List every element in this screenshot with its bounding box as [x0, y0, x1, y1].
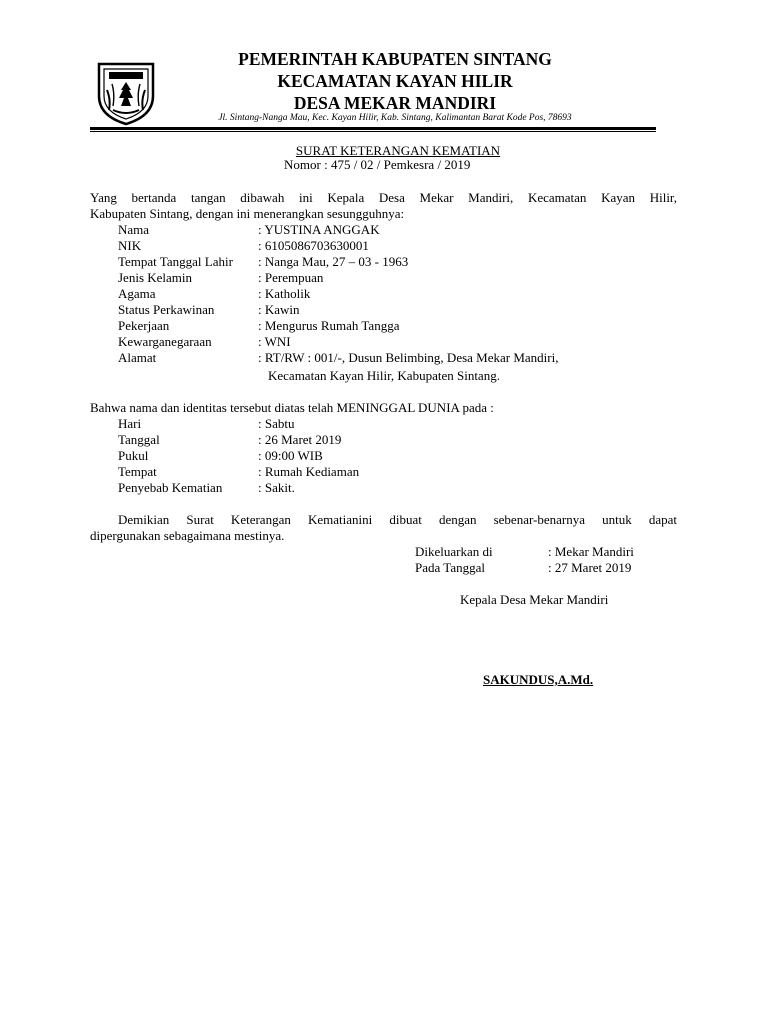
death-label: Pukul: [118, 448, 149, 463]
identity-value: : RT/RW : 001/-, Dusun Belimbing, Desa Mekar Mandiri,: [258, 350, 559, 365]
closing-line-2: dipergunakan sebagaimana mestinya.: [90, 528, 285, 543]
identity-value: : Mengurus Rumah Tangga: [258, 318, 400, 333]
letterhead-village: DESA MEKAR MANDIRI: [293, 93, 497, 113]
identity-value: : YUSTINA ANGGAK: [258, 222, 380, 237]
death-label: Tempat: [118, 464, 157, 479]
death-value: : Sabtu: [258, 416, 295, 431]
identity-label: Status Perkawinan: [118, 302, 215, 317]
closing-line-1: Demikian Surat Keterangan Kematianini dibuat dengan sebenar-benarnya untuk dapat: [118, 512, 677, 527]
identity-value: : 6105086703630001: [258, 238, 369, 253]
identity-label: Nama: [118, 222, 150, 237]
identity-value: : WNI: [258, 334, 291, 349]
intro-line-1: Yang bertanda tangan dibawah ini Kepala Desa Mekar Mandiri, Kecamatan Kayan Hilir,: [90, 190, 677, 205]
letterhead-address: Jl. Sintang-Nanga Mau, Kec. Kayan Hilir, Kab. Sintang, Kalimantan Barat Kode Pos, 78693: [218, 113, 572, 123]
signatory-position: Kepala Desa Mekar Mandiri: [460, 592, 609, 607]
intro-line-2: Kabupaten Sintang, dengan ini menerangkan sesungguhnya:: [90, 206, 405, 221]
identity-label: Tempat Tanggal Lahir: [118, 254, 233, 269]
death-label: Penyebab Kematian: [118, 480, 223, 495]
death-value: : 26 Maret 2019: [258, 432, 342, 447]
letterhead-district: KECAMATAN KAYAN HILIR: [277, 71, 513, 91]
identity-label: Alamat: [118, 350, 157, 365]
identity-label: Jenis Kelamin: [118, 270, 193, 285]
death-label: Hari: [118, 416, 142, 431]
document-title: SURAT KETERANGAN KEMATIAN: [295, 143, 501, 158]
header-divider-thick: [90, 127, 656, 130]
identity-label: Pekerjaan: [118, 318, 170, 333]
address-continuation: Kecamatan Kayan Hilir, Kabupaten Sintang.: [268, 368, 500, 383]
identity-label: NIK: [118, 238, 142, 253]
signatory-name: SAKUNDUS,A.Md.: [483, 672, 594, 687]
issued-place-label: Dikeluarkan di: [415, 544, 493, 559]
letterhead-government: PEMERINTAH KABUPATEN SINTANG: [238, 49, 552, 69]
identity-label: Kewarganegaraan: [118, 334, 212, 349]
issued-date-value: : 27 Maret 2019: [548, 560, 632, 575]
death-statement: Bahwa nama dan identitas tersebut diatas telah MENINGGAL DUNIA pada :: [90, 400, 494, 415]
death-value: : Rumah Kediaman: [258, 464, 360, 479]
identity-value: : Katholik: [258, 286, 311, 301]
document-number: Nomor : 475 / 02 / Pemkesra / 2019: [284, 157, 471, 172]
identity-label: Agama: [118, 286, 156, 301]
issued-place-value: : Mekar Mandiri: [548, 544, 634, 559]
death-value: : Sakit.: [258, 480, 295, 495]
identity-value: : Nanga Mau, 27 – 03 - 1963: [258, 254, 409, 269]
regency-coat-of-arms-icon: [95, 60, 157, 126]
death-value: : 09:00 WIB: [258, 448, 323, 463]
identity-value: : Kawin: [258, 302, 300, 317]
death-label: Tanggal: [118, 432, 160, 447]
issued-date-label: Pada Tanggal: [415, 560, 485, 575]
identity-value: : Perempuan: [258, 270, 324, 285]
header-divider-thin: [90, 131, 656, 132]
